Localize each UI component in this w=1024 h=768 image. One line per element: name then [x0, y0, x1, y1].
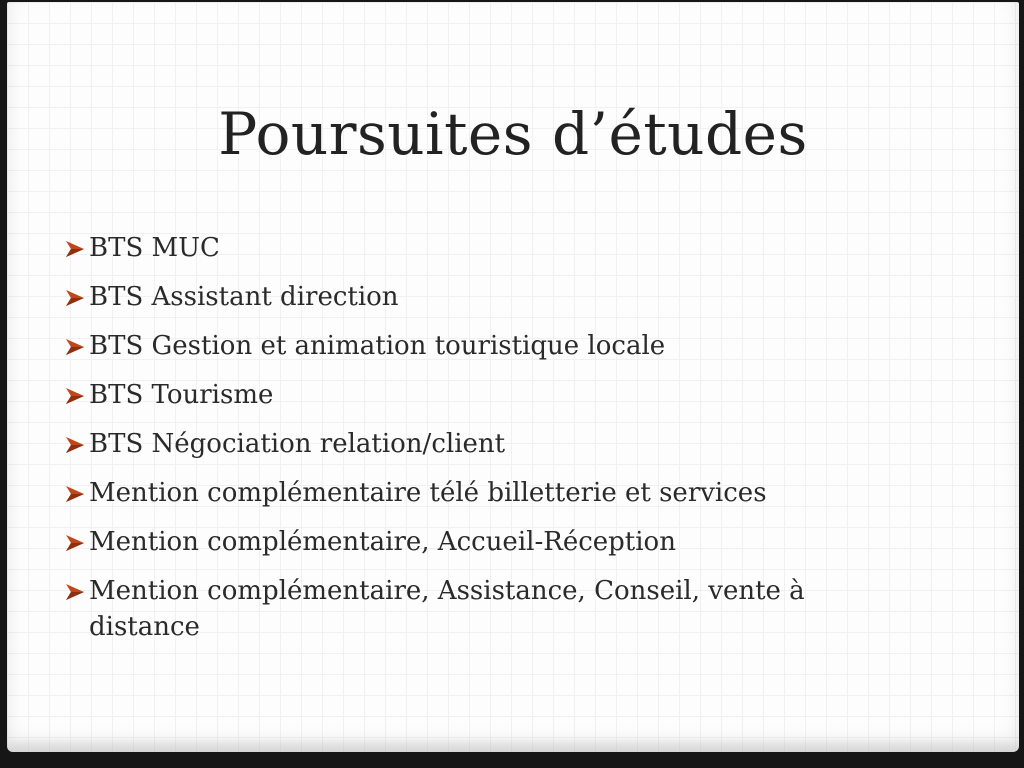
list-item-label: Mention complémentaire, Accueil-Réception — [89, 527, 676, 557]
page-curl-shadow — [7, 738, 1019, 752]
list-item — [65, 328, 905, 364]
list-item-label: BTS Gestion et animation touristique locale — [89, 331, 666, 361]
arrow-bullet-icon — [65, 582, 85, 602]
list-item-label: BTS Assistant direction — [89, 282, 399, 312]
arrow-bullet-icon — [65, 239, 85, 259]
bullet-list — [65, 230, 905, 658]
slide-title: Poursuites d’études — [218, 100, 808, 168]
list-item — [65, 377, 905, 413]
list-item-label: BTS Négociation relation/client — [89, 429, 506, 459]
list-item-label: BTS Tourisme — [89, 380, 274, 410]
arrow-bullet-icon — [65, 337, 85, 357]
list-item — [65, 475, 905, 511]
list-item — [65, 230, 905, 266]
arrow-bullet-icon — [65, 435, 85, 455]
list-item-label: Mention complémentaire télé billetterie et services — [89, 478, 767, 508]
list-item — [65, 524, 905, 560]
list-item-label: Mention complémentaire, Assistance, Conseil, vente à distance — [89, 576, 805, 642]
arrow-bullet-icon — [65, 386, 85, 406]
list-item — [65, 573, 905, 645]
slide — [7, 2, 1019, 752]
arrow-bullet-icon — [65, 288, 85, 308]
list-item — [65, 426, 905, 462]
arrow-bullet-icon — [65, 484, 85, 504]
list-item-label: BTS MUC — [89, 233, 220, 263]
list-item — [65, 279, 905, 315]
arrow-bullet-icon — [65, 533, 85, 553]
